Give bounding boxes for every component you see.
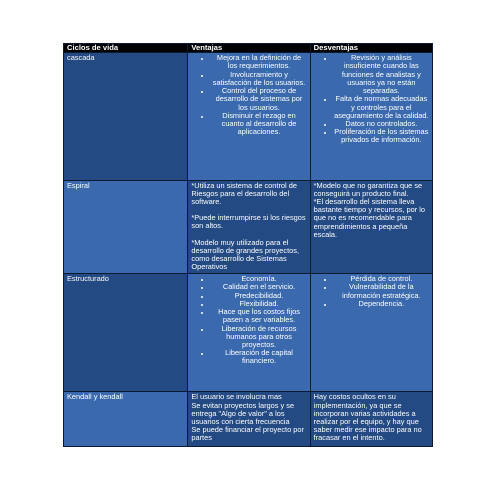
list-item: • Liberación de recursos humanos para otros proyectos. [211,325,306,350]
list-item: • Pérdida de control. [334,275,429,283]
desventajas-cell [310,392,432,447]
header-ventajas: Ventajas [188,44,310,53]
list-item: • Liberación de capital financiero. [211,349,306,365]
ventajas-list [191,275,306,365]
text-item: El usuario se involucra mas [191,392,282,402]
text-item: *El desarrollo del sistema lleva bastante tiempo y recursos, por lo que no es recomendable para emprendimientos a pequeña escala. [313,196,425,239]
ventajas-list [191,54,306,136]
desventajas-cell [310,53,432,180]
row-label: Espiral [64,180,188,274]
desventajas-list [314,275,429,308]
text-item: Se puede financiar el proyecto por partes [191,425,304,443]
list-item: • Datos no controlados. [334,120,429,128]
list-item: • Revisión y análisis insuficiente cuando las funciones de analistas y usuarios ya no están separadas. [334,54,429,95]
header-row [64,44,433,53]
ventajas-cell [188,274,310,392]
list-item: • Calidad en el servicio. [211,283,306,291]
list-item: • Predecibilidad. [211,292,306,300]
table-row [64,392,433,447]
row-label: cascada [64,53,188,180]
list-item: • Proliferación de los sistemas privados de información. [334,128,429,144]
list-item: • Mejora en la definición de los requerimientos. [211,54,306,70]
text-item: Se evitan proyectos largos y se entrega "Algo de valor" a los usuarios con cierta frecuencia [191,400,295,427]
list-item: • Vulnerabilidad de la información estratégica. [334,283,429,299]
ventajas-cell [188,53,310,180]
desventajas-cell [310,180,432,274]
text-item: *Utiliza un sistema de control de Riesgos para el desarrollo del software. [191,180,297,206]
desventajas-list [314,54,429,144]
table-row [64,274,433,392]
header-ciclos: Ciclos de vida [64,44,188,53]
list-item: • Dependencia. [334,300,429,308]
list-item: • Flexibilidad. [211,300,306,308]
ventajas-cell [188,180,310,274]
header-desventajas: Desventajas [310,44,432,53]
list-item: • Involucramiento y satisfacción de los usuarios. [211,71,306,87]
desventajas-cell [310,274,432,392]
text-item: *Puede interrumpirse si los riesgos son altos. [191,213,306,231]
text-item: *Modelo muy utilizado para el desarrollo de grandes proyectos, como desarrollo de Sistemas Operativos [191,237,300,272]
list-item: • Hace que los costos fijos pasen a ser variables. [211,308,306,324]
text-item: Hay costos ocultos en su implementación, ya que se incorporan varias actividades a realizar por el equipo, y hay que saber medir ese impacto para no fracasar en el intento. [313,392,422,443]
ventajas-cell [188,392,310,447]
lifecycle-comparison-table [63,43,433,447]
table-row [64,53,433,180]
list-item: • Falta de normas adecuadas y controles para el aseguramiento de la calidad. [334,95,429,120]
list-item: • Control del proceso de desarrollo de sistemas por los usuarios. [211,87,306,112]
list-item: • Economía. [211,275,306,283]
text-item: *Modelo que no garantiza que se conseguirá un producto final. [313,180,423,198]
row-label: Kendall y kendall [64,392,188,447]
row-label: Estructurado [64,274,188,392]
list-item: • Disminuir el rezago en cuanto al desarrollo de aplicaciones. [211,112,306,137]
table-row [64,180,433,274]
